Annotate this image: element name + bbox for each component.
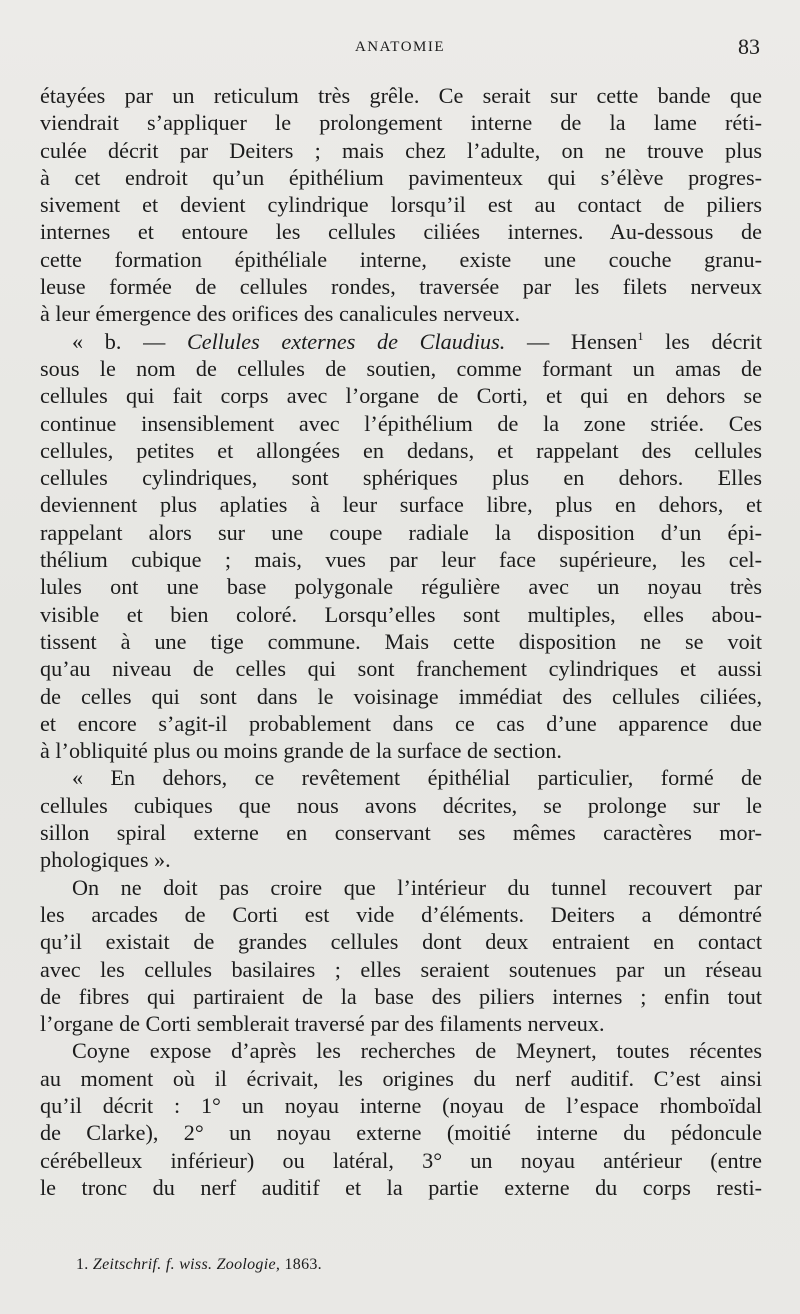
text-line: « En dehors, ce revêtement épithélial particulier, formé de bbox=[72, 765, 762, 791]
text-line: étayées par un reticulum très grêle. Ce serait sur cette bande que bbox=[40, 83, 762, 108]
text-line: sivement et devient cylindrique lorsqu’il est au contact de piliers bbox=[40, 192, 762, 218]
running-title: ANATOMIE bbox=[354, 39, 446, 55]
text-line: leuse formée de cellules rondes, traversée par les filets nerveux bbox=[40, 274, 762, 300]
text-line: de celles qui sont dans le voisinage immédiat des cellules ciliées, bbox=[40, 683, 762, 709]
text-line: viendrait s’appliquer le prolongement interne de la lame réti- bbox=[40, 110, 762, 136]
text-line: rappelant alors sur une coupe radiale la disposition d’un épi- bbox=[40, 519, 762, 545]
text-line: lules ont une base polygonale régulière avec un noyau très bbox=[40, 574, 762, 600]
footnote bbox=[76, 1256, 322, 1274]
text-line: On ne doit pas croire que l’intérieur du tunnel recouvert par bbox=[72, 874, 762, 900]
body-text bbox=[40, 82, 762, 1201]
heading-rest: les décrit bbox=[643, 328, 763, 354]
text-line: visible et bien coloré. Lorsqu’elles sont multiples, elles abou- bbox=[40, 601, 762, 627]
text-line: à leur émergence des orifices des canalicules nerveux. bbox=[40, 301, 521, 327]
text-line: continue insensiblement avec l’épithélium de la zone striée. Ces bbox=[40, 410, 762, 436]
heading-dash: — Hensen bbox=[505, 328, 638, 354]
text-line: deviennent plus aplaties à leur surface libre, plus en dehors, et bbox=[40, 492, 762, 518]
text-line: l’organe de Corti semblerait traversé par des filaments nerveux. bbox=[40, 1011, 605, 1037]
text-line: culée décrit par Deiters ; mais chez l’adulte, on ne trouve plus bbox=[40, 137, 762, 163]
text-line: phologiques ». bbox=[40, 847, 171, 873]
footnote-citation: Zeitschrif. f. wiss. Zoologie, bbox=[92, 1256, 281, 1273]
heading-prefix: « b. — bbox=[72, 328, 187, 354]
page-number: 83 bbox=[738, 34, 760, 59]
text-line: les arcades de Corti est vide d’éléments. Deiters a démontré bbox=[40, 901, 762, 927]
text-line: cellules cubiques que nous avons décrites, se prolonge sur le bbox=[40, 792, 762, 818]
text-line: thélium cubique ; mais, vues par leur face supérieure, les cel- bbox=[40, 547, 762, 573]
text-line: tissent à une tige commune. Mais cette disposition ne se voit bbox=[40, 628, 762, 654]
section-heading-claudius bbox=[40, 328, 762, 355]
text-line: sillon spiral externe en conservant ses mêmes caractères mor- bbox=[40, 820, 762, 846]
text-line: internes et entoure les cellules ciliées internes. Au-dessous de bbox=[40, 219, 762, 245]
text-line: cérébelleux inférieur) ou latéral, 3° un noyau antérieur (entre bbox=[40, 1147, 762, 1173]
footnote-number: 1. bbox=[76, 1256, 89, 1273]
text-line: qu’il décrit : 1° un noyau interne (noyau de l’espace rhomboïdal bbox=[40, 1092, 762, 1118]
text-line: qu’il existait de grandes cellules dont deux entraient en contact bbox=[40, 929, 762, 955]
text-line: qu’au niveau de celles qui sont franchement cylindriques et aussi bbox=[40, 656, 762, 682]
running-head bbox=[40, 34, 760, 64]
text-line: sous le nom de cellules de soutien, comme formant un amas de bbox=[40, 355, 762, 381]
text-line: à cet endroit qu’un épithélium pavimenteux qui s’élève progres- bbox=[40, 164, 762, 190]
text-line: au moment où il écrivait, les origines du nerf auditif. C’est ainsi bbox=[40, 1065, 762, 1091]
text-line: cellules cylindriques, sont sphériques plus en dehors. Elles bbox=[40, 465, 762, 491]
text-line: de fibres qui partiraient de la base des piliers internes ; enfin tout bbox=[40, 983, 762, 1009]
text-line: Coyne expose d’après les recherches de Meynert, toutes récentes bbox=[72, 1038, 762, 1064]
text-line: le tronc du nerf auditif et la partie externe du corps resti- bbox=[40, 1174, 762, 1200]
text-line: avec les cellules basilaires ; elles seraient soutenues par un réseau bbox=[40, 956, 762, 982]
footnote-year: 1863. bbox=[284, 1256, 322, 1273]
text-line: cette formation épithéliale interne, existe une couche granu- bbox=[40, 246, 762, 272]
heading-title: Cellules externes de Claudius. bbox=[187, 328, 506, 354]
text-line: cellules, petites et allongées en dedans, et rappelant des cellules bbox=[40, 437, 762, 463]
text-line: à l’obliquité plus ou moins grande de la surface de section. bbox=[40, 738, 562, 764]
text-line: cellules qui fait corps avec l’organe de Corti, et qui en dehors se bbox=[40, 383, 762, 409]
footnote-reference[interactable]: 1 bbox=[637, 328, 644, 343]
text-line: de Clarke), 2° un noyau externe (moitié interne du pédoncule bbox=[40, 1120, 762, 1146]
text-line: et encore s’agit-il probablement dans ce cas d’une apparence due bbox=[40, 710, 762, 736]
